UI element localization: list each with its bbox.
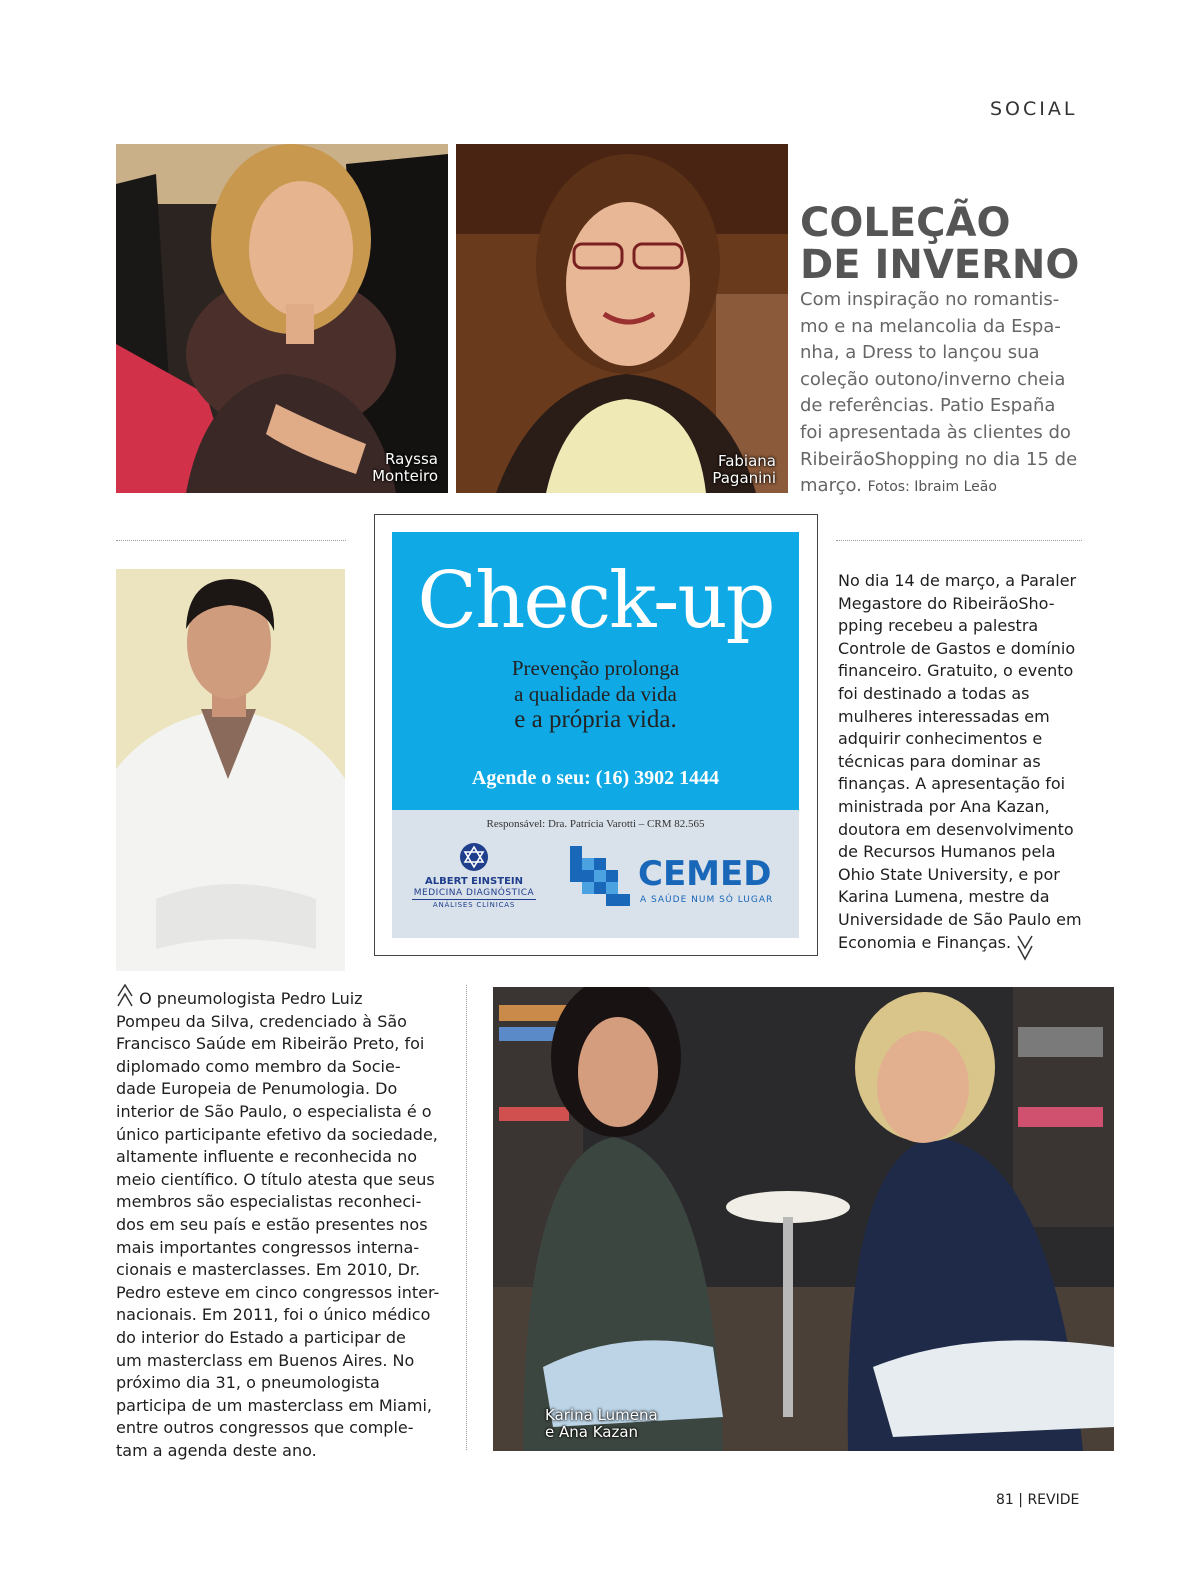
article-paraler: No dia 14 de março, a Paraler Megastore do RibeirãoSho- pping recebeu a palestra Controle de Gastos e domínio financeiro. Gratuito, o evento foi destinado a todas as mulheres interessadas em adquirir conhecimentos e técnicas para dominar as finanças. A apresentação foi ministrada por Ana Kazan, doutora em desenvolvimento de Recursos Humanos pela Ohio State University, e por Karina Lumena, mestre da Universidade de São Paulo em Economia e Finanças. (838, 570, 1088, 962)
cemed-tagline: A SAÚDE NUM SÓ LUGAR (640, 895, 774, 905)
doctor-photo-illustration (116, 569, 345, 971)
rayssa-caption: Rayssa Monteiro (372, 450, 438, 485)
section-label: SOCIAL (990, 98, 1078, 120)
article-title: COLEÇÃO DE INVERNO (800, 200, 1080, 288)
ad-phone-cta: Agende o seu: (16) 3902 1444 (471, 767, 720, 789)
divider-vertical (466, 985, 467, 1450)
article-lead: Com inspiração no romantis- mo e na melancolia da Espa- nha, a Dress to lançou sua coleção outono/inverno cheia de referências. Patio España foi apresentada às clientes do RibeirãoShopping no dia 15 de março. Fotos: Ibraim Leão (800, 289, 1078, 497)
ad-responsible: Responsável: Dra. Patrícia Varotti – CRM 82.565 (486, 818, 705, 830)
page-footer (996, 1492, 1079, 1508)
cemed-logo-icon (570, 846, 630, 906)
photo-credit: Fotos: Ibraim Leão (867, 479, 997, 496)
divider-left (116, 540, 346, 541)
magazine-name: REVIDE (1027, 1492, 1080, 1508)
photo-rayssa-monteiro (116, 144, 448, 493)
photo-doctor (116, 569, 345, 971)
cemed-name: CEMED (638, 854, 772, 894)
karina-ana-photo-illustration (493, 987, 1114, 1451)
footer-separator: | (1018, 1492, 1023, 1508)
star-of-david-icon (459, 842, 489, 872)
double-chevron-up-icon (116, 984, 134, 1008)
fabiana-photo-illustration (456, 144, 788, 493)
photo-fabiana-paganini (456, 144, 788, 493)
ad-title: Check-up (417, 556, 774, 646)
fabiana-caption: Fabiana Paganini (712, 452, 776, 487)
divider-right (836, 540, 1082, 541)
double-chevron-down-icon (1016, 934, 1034, 962)
ad-subtitle: Prevenção prolonga a qualidade da vida e a própria vida. (511, 656, 680, 733)
karina-ana-caption: Karina Lumena e Ana Kazan (545, 1406, 658, 1441)
photo-karina-ana (493, 987, 1114, 1451)
rayssa-photo-illustration (116, 144, 448, 493)
page-number: 81 (996, 1492, 1014, 1508)
einstein-logo: ALBERT EINSTEIN MEDICINA DIAGNÓSTICA ANÁLISES CLÍNICAS (412, 842, 536, 910)
article-pneumologist: O pneumologista Pedro Luiz Pompeu da Silva, credenciado à São Francisco Saúde em Ribeirão Preto, foi diplomado como membro da Socie- dade Europeia de Penumologia. Do interior de São Paulo, o especialista é o único participante efetivo da sociedade, altamente influente e reconhecida no meio científico. O título atesta que seus membros são especialistas reconheci- dos em seu país e estão presentes nos mais importantes congressos interna- cionais e masterclasses. Em 2010, Dr. Pedro esteve em cinco congressos inter- nacionais. Em 2011, foi o único médico do interior do Estado a participar de um masterclass em Buenos Aires. No próximo dia 31, o pneumologista participa de um masterclass em Miami, entre outros congressos que comple- tam a agenda deste ano. (116, 984, 446, 1462)
